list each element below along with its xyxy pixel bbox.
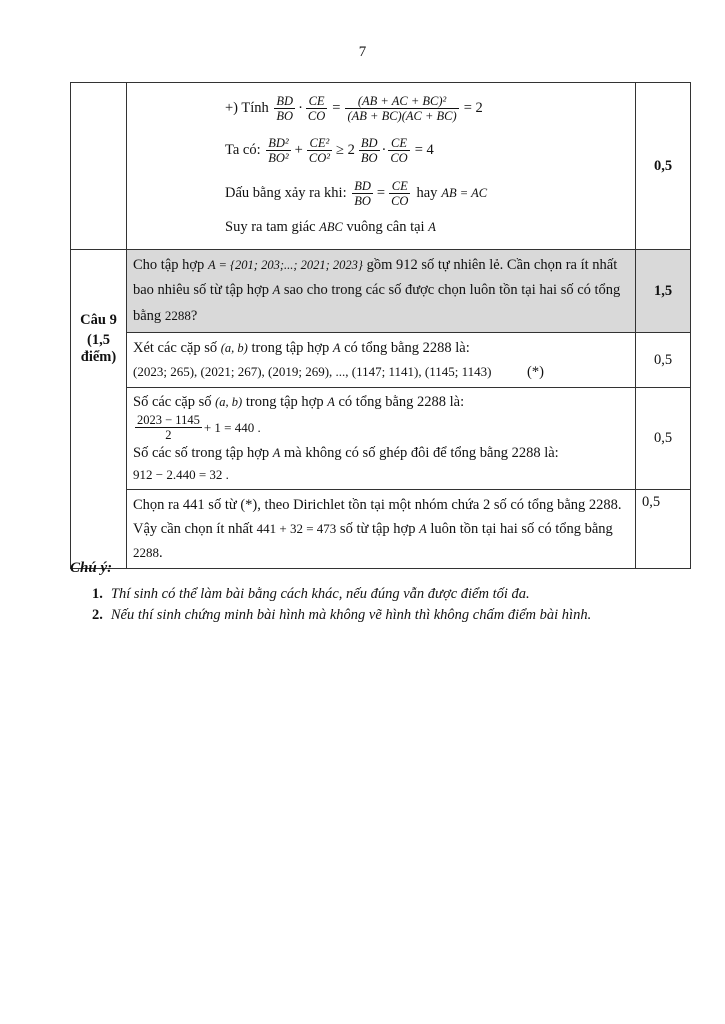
text: Dấu bằng xảy ra khi: (225, 184, 347, 201)
fraction: $\frac{\text{(AB + AC + BC)²}}{(AB + BC)(AC + BC)}$ (347, 93, 457, 123)
score-value: 1,5 (653, 282, 673, 299)
solution-cell: Số các cặp số (a, b) trong tập hợp A có tổng bằng 2288 là: $\frac{2023 - 1145}{2}$ + 1 = 440 . Số các số trong tập hợp A mà không có số ghép đôi để tổng bằng 2288 là: 912 − 2.440 = 32 . (127, 388, 636, 490)
text: +) Tính (225, 99, 269, 116)
conclusion-line: Suy ra tam giác ABC vuông cân tại A (225, 218, 436, 235)
question-points-unit: điểm) (80, 349, 117, 365)
score-value: 0,5 (642, 494, 661, 510)
fraction: $\frac{\text{BD²}}{\text{BO²}}$ (268, 135, 289, 165)
fraction: $\frac{BD}{BO}$ (360, 135, 378, 165)
fraction: $\frac{BD}{BO}$ (354, 178, 371, 208)
table-row (71, 490, 691, 569)
solution-cell: Chọn ra 441 số từ (*), theo Dirichlet tồn tại một nhóm chứa 2 số có tổng bằng 2288. Vậy cần chọn ít nhất 441 + 32 = 473 số từ tập hợp A luôn tồn tại hai số có tổng bằng 2288. (127, 490, 636, 569)
score-value: 0,5 (653, 157, 673, 174)
score-cell (636, 333, 691, 388)
list-item: 2. Nếu thí sinh chứng minh bài hình mà không vẽ hình thì không chấm điểm bài hình. (92, 607, 592, 623)
question-prompt-cell: Cho tập hợp A = {201; 203;...; 2021; 2023} gồm 912 số tự nhiên lẻ. Cần chọn ra ít nhất bao nhiêu số từ tập hợp A sao cho trong các số được chọn luôn tồn tại hai số có tổng bằng 2288? (127, 250, 636, 333)
fraction: $\frac{CE}{CO}$ (391, 178, 409, 208)
table-row (71, 333, 691, 388)
table-row (71, 83, 691, 250)
inequality-line: Ta có: $\frac{\text{BD²}}{\text{BO²}}$ + $\frac{\text{CE²}}{\text{CO²}}$ ≥ 2 $\frac{BD}{BO}$ · $\frac{CE}{CO}$ = 4 (225, 135, 434, 165)
table-row (71, 388, 691, 490)
score-cell (636, 388, 691, 490)
score-value: 0,5 (653, 430, 673, 446)
question-label-cell (71, 83, 127, 250)
question-points: (1,5 (87, 332, 110, 348)
notes-list (92, 586, 591, 628)
fraction: $\frac{\text{CE²}}{\text{CO²}}$ (308, 135, 330, 165)
list-item: 1. Thí sinh có thể làm bài bằng cách khác, nếu đúng vẫn được điểm tối đa. (92, 586, 530, 602)
count-formula: $\frac{2023 - 1145}{2}$ + 1 = 440 . (137, 413, 261, 442)
text: Ta có: (225, 141, 261, 158)
fraction: $\frac{CE}{CO}$ (390, 135, 408, 165)
page-number: 7 (358, 44, 367, 60)
score-cell (636, 83, 691, 250)
score-cell (636, 250, 691, 333)
ratio-line: +) Tính $\frac{BD}{BO}$ · $\frac{CE}{CO}$ = $\frac{\text{(AB + AC + BC)²}}{(AB + BC)(AC + BC)}$ = 2 (225, 93, 483, 123)
fraction: $\frac{2023 - 1145}{2}$ (137, 413, 200, 442)
question-label: Câu 9 (80, 312, 117, 328)
solution-cell: Xét các cặp số (a, b) trong tập hợp A có tổng bằng 2288 là: (2023; 265), (2021; 267), (2019; 269), ..., (1147; 1141), (1145; 1143) (*) (127, 333, 636, 388)
question-label-cell (71, 250, 127, 569)
solution-cell (127, 83, 636, 250)
fraction: $\frac{CE}{CO}$ (307, 93, 326, 123)
notes-title: Chú ý: (70, 560, 113, 576)
equality-condition-line: Dấu bằng xảy ra khi: $\frac{BD}{BO}$ = $\frac{CE}{CO}$ hay AB = AC (225, 178, 488, 208)
grading-table (70, 82, 691, 569)
fraction: $\frac{BD}{BO}$ (276, 93, 294, 123)
score-value: 0,5 (653, 351, 673, 368)
table-row (71, 250, 691, 333)
score-cell (636, 490, 691, 569)
